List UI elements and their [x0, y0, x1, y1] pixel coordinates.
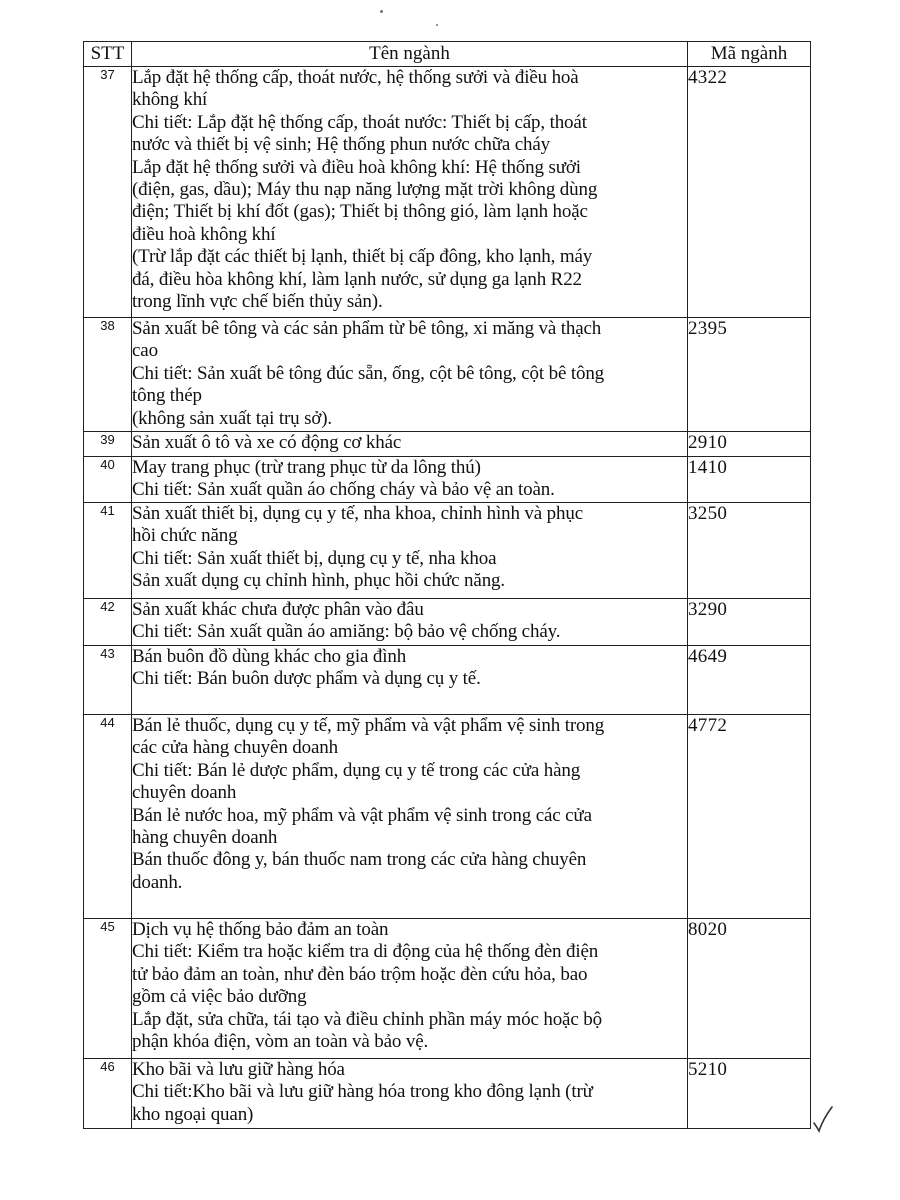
- row-text-line: Sản xuất khác chưa được phân vào đâu: [132, 599, 424, 620]
- row-name-cell: [132, 646, 688, 715]
- row-code: 2395: [688, 318, 811, 432]
- row-name-cell: [132, 715, 688, 919]
- row-text-line: nước và thiết bị vệ sinh; Hệ thống phun nước chữa cháy: [132, 134, 551, 156]
- row-stt: 43: [84, 646, 132, 715]
- row-text-line: trong lĩnh vực chế biến thủy sản).: [132, 291, 383, 313]
- row-stt: 42: [84, 599, 132, 646]
- row-text-line: May trang phục (trừ trang phục từ da lông thú): [132, 457, 481, 478]
- row-text-line: Sản xuất ô tô và xe có động cơ khác: [132, 432, 402, 453]
- row-name-cell: [132, 1059, 688, 1129]
- row-text-line: Sản xuất bê tông và các sản phẩm từ bê tông, xi măng và thạch: [132, 318, 602, 339]
- row-text-line: Bán lẻ nước hoa, mỹ phẩm và vật phẩm vệ sinh trong các cửa: [132, 804, 592, 826]
- row-text-line: phận khóa điện, vòm an toàn và bảo vệ.: [132, 1031, 429, 1053]
- table-row: [84, 432, 811, 457]
- row-text-line: Chi tiết: Sản xuất thiết bị, dụng cụ y tế, nha khoa: [132, 547, 497, 569]
- row-text-line: Kho bãi và lưu giữ hàng hóa: [132, 1059, 345, 1080]
- row-stt: 38: [84, 318, 132, 432]
- row-name-cell: [132, 503, 688, 599]
- table-row: [84, 503, 811, 599]
- table-row: [84, 318, 811, 432]
- table-row: [84, 646, 811, 715]
- row-text-line: Bán thuốc đông y, bán thuốc nam trong các cửa hàng chuyên: [132, 849, 587, 871]
- row-stt: 37: [84, 67, 132, 318]
- row-text-line: Chi tiết: Lắp đặt hệ thống cấp, thoát nước: Thiết bị cấp, thoát: [132, 111, 587, 133]
- row-text-line: doanh.: [132, 871, 183, 893]
- table-row: [84, 715, 811, 919]
- row-text-line: Sản xuất dụng cụ chỉnh hình, phục hồi chức năng.: [132, 570, 505, 592]
- row-text-line: điện; Thiết bị khí đốt (gas); Thiết bị thông gió, làm lạnh hoặc: [132, 201, 588, 223]
- row-text-line: kho ngoại quan): [132, 1103, 254, 1125]
- row-text-line: Bán lẻ thuốc, dụng cụ y tế, mỹ phẩm và vật phẩm vệ sinh trong: [132, 715, 605, 736]
- scan-speck: [436, 24, 438, 26]
- row-code: 2910: [688, 432, 811, 457]
- table-row: [84, 599, 811, 646]
- row-stt: 41: [84, 503, 132, 599]
- row-text-line: Sản xuất thiết bị, dụng cụ y tế, nha khoa, chỉnh hình và phục: [132, 503, 583, 524]
- scan-speck: [380, 10, 383, 13]
- handwritten-check-mark: [812, 1105, 834, 1133]
- row-text-line: hồi chức năng: [132, 525, 238, 547]
- row-text-line: chuyên doanh: [132, 782, 237, 804]
- row-text-line: hàng chuyên doanh: [132, 827, 278, 849]
- header-stt: STT: [84, 42, 132, 67]
- row-text-line: Chi tiết: Bán buôn dược phẩm và dụng cụ y tế.: [132, 668, 481, 690]
- row-text-line: các cửa hàng chuyên doanh: [132, 737, 338, 759]
- row-name-cell: [132, 919, 688, 1059]
- row-text-line: (điện, gas, dầu); Máy thu nạp năng lượng mặt trời không dùng: [132, 179, 598, 201]
- row-stt: 39: [84, 432, 132, 457]
- row-text-line: Bán buôn đồ dùng khác cho gia đình: [132, 646, 407, 667]
- row-text-line: (không sản xuất tại trụ sở).: [132, 407, 333, 429]
- row-text-line: đá, điều hòa không khí, làm lạnh nước, sử dụng ga lạnh R22: [132, 268, 582, 290]
- row-text-line: không khí: [132, 89, 208, 111]
- row-code: 3250: [688, 503, 811, 599]
- row-text-line: Dịch vụ hệ thống bảo đảm an toàn: [132, 919, 389, 940]
- row-text-line: gồm cả việc bảo dưỡng: [132, 986, 307, 1008]
- row-code: 4322: [688, 67, 811, 318]
- row-text-line: Chi tiết: Sản xuất bê tông đúc sẵn, ống, cột bê tông, cột bê tông: [132, 362, 605, 384]
- row-text-line: Chi tiết: Kiểm tra hoặc kiểm tra di động của hệ thống đèn điện: [132, 941, 599, 963]
- table-row: [84, 67, 811, 318]
- table-row: [84, 457, 811, 503]
- table-header-row: [84, 42, 811, 67]
- row-code: 8020: [688, 919, 811, 1059]
- row-stt: 44: [84, 715, 132, 919]
- row-text-line: Chi tiết: Sản xuất quần áo chống cháy và bảo vệ an toàn.: [132, 479, 555, 501]
- row-text-line: điều hoà không khí: [132, 223, 276, 245]
- row-name-cell: [132, 457, 688, 503]
- table-row: [84, 1059, 811, 1129]
- row-stt: 40: [84, 457, 132, 503]
- row-code: 3290: [688, 599, 811, 646]
- header-code: Mã ngành: [688, 42, 811, 67]
- row-text-line: Lắp đặt hệ thống cấp, thoát nước, hệ thống sưởi và điều hoà: [132, 67, 579, 88]
- business-lines-table: [83, 41, 811, 1129]
- table-row: [84, 919, 811, 1059]
- row-name-cell: [132, 318, 688, 432]
- row-code: 5210: [688, 1059, 811, 1129]
- row-text-line: cao: [132, 340, 158, 362]
- row-text-line: Lắp đặt, sửa chữa, tái tạo và điều chỉnh phần máy móc hoặc bộ: [132, 1008, 602, 1030]
- row-text-line: Chi tiết:Kho bãi và lưu giữ hàng hóa trong kho đông lạnh (trừ: [132, 1081, 593, 1103]
- row-text-line: tử bảo đảm an toàn, như đèn báo trộm hoặc đèn cứu hỏa, bao: [132, 963, 588, 985]
- row-text-line: tông thép: [132, 385, 202, 407]
- row-code: 1410: [688, 457, 811, 503]
- row-code: 4772: [688, 715, 811, 919]
- row-code: 4649: [688, 646, 811, 715]
- row-name-cell: [132, 432, 688, 457]
- row-name-cell: [132, 67, 688, 318]
- row-stt: 46: [84, 1059, 132, 1129]
- row-text-line: Chi tiết: Sản xuất quần áo amiăng: bộ bảo vệ chống cháy.: [132, 621, 561, 643]
- row-text-line: Lắp đặt hệ thống sưởi và điều hoà không khí: Hệ thống sưởi: [132, 156, 581, 178]
- header-name: Tên ngành: [132, 42, 688, 67]
- row-text-line: (Trừ lắp đặt các thiết bị lạnh, thiết bị cấp đông, kho lạnh, máy: [132, 246, 593, 268]
- row-stt: 45: [84, 919, 132, 1059]
- row-text-line: Chi tiết: Bán lẻ dược phẩm, dụng cụ y tế trong các cửa hàng: [132, 759, 581, 781]
- row-name-cell: [132, 599, 688, 646]
